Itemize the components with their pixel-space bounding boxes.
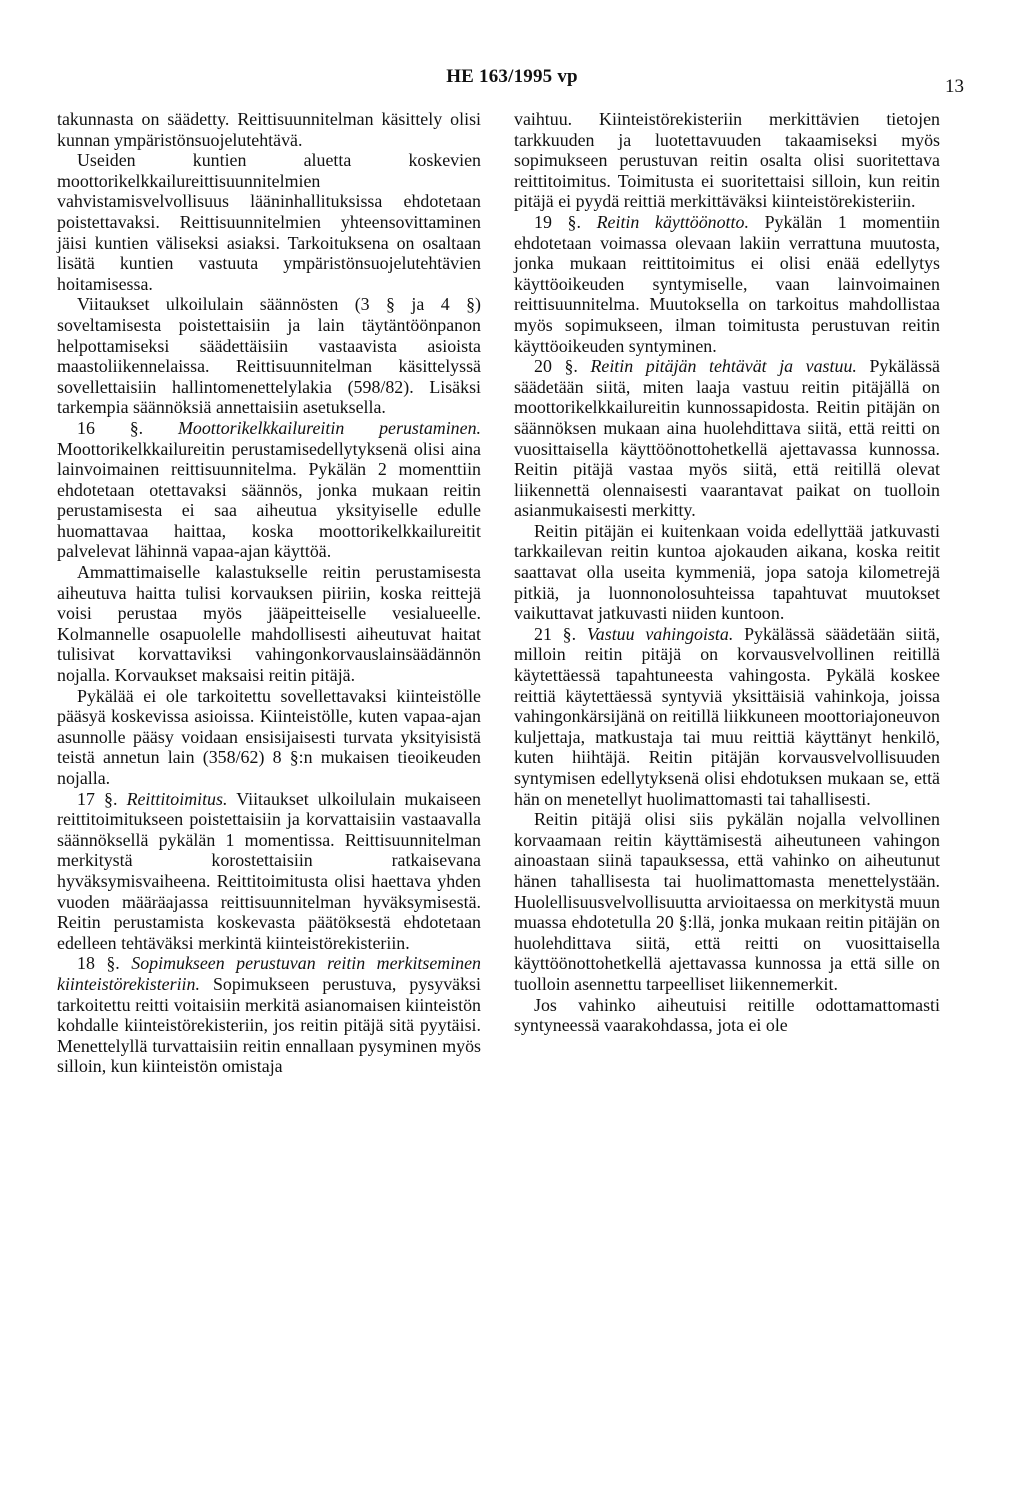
section-number: 18 §. [77,953,120,974]
section-title: Sopimukseen perustuvan reitin merkitseminen kiinteistörekisteriin. [57,953,482,994]
paragraph-text: Useiden kuntien aluetta koskevien moottorikelkkailureittisuunnitelmien vahvistamisvelvollisuus lääninhallituksissa ehdotetaan poistettavaksi. Reittisuunnitelmien yhteensovittaminen jäisi kuntien väliseksi asiaksi. Tarkoituksena on osaltaan lisätä kuntien vastuuta ympäristönsuojelutehtävien hoitamisessa. [57,150,481,294]
section-paragraph [57,789,481,954]
section-number: 16 §. [77,417,144,438]
paragraph [57,294,481,418]
section-paragraph [514,356,940,521]
page-number: 13 [945,76,964,97]
paragraph-text: Ammattimaiselle kalastukselle reitin perustamisesta aiheutuva haitta tulisi korvauksen piiriin, koska reittejä voisi perustaa myös jääpeitteiselle vesialueelle. Kolmannelle osapuolelle mahdollisesti aiheutuvat haitat tulisivat korvattaviksi vahingonkorvauslainsäädännön nojalla. Korvaukset maksaisi reitin pitäjä. [57,562,481,686]
section-paragraph [514,624,940,809]
paragraph-text: Jos vahinko aiheutuisi reitille odottamattomasti syntyneessä vaarakohdassa, jota ei ole [514,994,940,1036]
section-title: Vastuu vahingoista. [586,623,734,644]
paragraph-text: vaihtuu. Kiinteistörekisteriin merkittävien tietojen tarkkuuden ja luotettavuuden takaamiseksi myös sopimukseen perustuvan reitin osalta olisi suoritettava reittitoimitus. Toimitusta ei suoritettaisi silloin, kun reitin pitäjä ei pyydä reittiä merkittäväksi kiinteistörekisteriin. [514,109,940,212]
section-title: Reittitoimitus. [126,788,228,809]
paragraph [57,109,481,150]
document-header-title: HE 163/1995 vp [446,66,578,87]
paragraph-text: Reitin pitäjä olisi siis pykälän nojalla velvollinen korvaamaan reitin käyttämisestä aiheutuneen vahingon ainoastaan siinä tapauksessa, että vahinko on aiheutunut hänen tahallisesta tai huolimattomasta menettelystään. Huolellisuusvelvollisuutta arvioitaessa on merkitystä muun muassa ehdotetulla 20 §:llä, jonka mukaan reitin pitäjän on huolehdittava siitä, että reitti on vuosittaisella käyttöönottohetkellä ajettavassa kunnossa ja että sille on tuolloin asennettu tarpeelliset liikennemerkit. [514,809,940,994]
section-title: Reitin pitäjän tehtävät ja vastuu. [590,356,857,377]
paragraph-text: Moottorikelkkailureitin perustamisedellytyksenä olisi aina lainvoimainen reittisuunnitelma. Pykälän 2 momenttiin ehdotetaan otettavaksi säännös, jonka mukaan reitin perustamisesta ei saa aiheutua yksityiselle edulle huomattavaa haittaa, koska moottorikelkkailureitit palvelevat lähinnä vapaa-ajan käyttöä. [57,438,481,562]
section-number: 20 §. [534,356,578,377]
paragraph [514,809,940,994]
section-paragraph [514,212,940,356]
paragraph-text: Pykälän 1 momentiin ehdotetaan voimassa olevaan lakiin verrattuna muutosta, jonka mukaan reittitoimitus ei olisi enää edellytys käyttöoikeuden syntymiselle, vaan lainvoimainen reittisuunnitelma. Muutoksella on tarkoitus mahdollistaa myös sopimukseen, ilman toimitusta perustuvan reitin käyttöoikeuden syntyminen. [514,211,940,356]
section-title: Moottorikelkkailureitin perustaminen. [178,417,481,438]
paragraph-text: Sopimukseen perustuva, pysyväksi tarkoitettu reitti voitaisiin merkitä asianomaisen kiinteistön kohdalle kiinteistörekisteriin, jos reitin pitäjä sitä pyytäisi. Menettelyllä turvattaisiin reitin ennallaan pysyminen myös silloin, kun kiinteistön omistaja [57,973,481,1077]
paragraph-text: Reitin pitäjän ei kuitenkaan voida edellyttää jatkuvasti tarkkailevan reitin kuntoa ajokauden aikana, koska reitit saattavat olla useita kymmeniä, jopa satoja kilometrejä pitkiä, ja luonnonolosuhteissa tapahtuvat muutokset vaikuttavat jatkuvasti niiden kuntoon. [514,520,940,624]
right-column [514,109,940,1036]
paragraph-text: Pykälässä säädetään siitä, milloin reitin pitäjä on korvausvelvollinen reitillä käytettäessä tapahtuneesta vahingosta. Pykälä koskee reittiä käytettäessä syntyviä yksittäisiä vahinkoja, joissa vahingonkärsijänä on reitillä liikkuneen moottoriajoneuvon kuljettaja, matkustaja tai muu reittiä käyttänyt henkilö, kuten hiihtäjä. Reitin pitäjän korvausvelvollisuuden syntymisen edellytyksenä olisi ehdotuksen mukaan se, että hän on menetellyt huolimattomasti tai tahallisesti. [514,623,941,809]
paragraph [514,521,940,624]
paragraph-text: Pykälässä säädetään siitä, miten laaja vastuu reitin pitäjällä on moottorikelkkailureitin kunnossapidosta. Reitin pitäjän on säännöksen mukaan aina huolehdittava siitä, että reitti on vuosittaisella käyttöönottohetkellä ajettavassa kunnossa. Reitin pitäjä vastaa myös siitä, että reitillä olevat liikennettä olennaisesti vaarantavat paikat on tuolloin asianmukaisesti merkitty. [514,356,940,521]
section-paragraph [57,418,481,562]
section-number: 19 §. [534,211,581,232]
paragraph [57,562,481,686]
paragraph [57,686,481,789]
paragraph [57,150,481,294]
left-column [57,109,481,1077]
section-number: 21 §. [534,623,577,644]
paragraph [514,995,940,1036]
paragraph-text: takunnasta on säädetty. Reittisuunnitelman käsittely olisi kunnan ympäristönsuojelutehtävä. [57,109,481,150]
section-number: 17 §. [77,788,118,809]
paragraph-text: Pykälää ei ole tarkoitettu sovellettavaksi kiinteistölle pääsyä koskevissa asioissa. Kiinteistölle, kuten vapaa-ajan asunnolle pääsy voidaan ensisijaisesti turvata yksityisistä teistä annetun lain (358/62) 8 §:n mukaisen tieoikeuden nojalla. [57,685,481,788]
section-paragraph [57,953,481,1077]
paragraph-text: Viitaukset ulkoilulain mukaiseen reittitoimitukseen poistettaisiin ja korvattaisiin vastaavalla säännöksellä pykälän 1 momentissa. Reittisuunnitelman merkitystä korostettaisiin ratkaisevana hyväksymisvaiheena. Reittitoimitusta olisi haettava yhden vuoden määräajassa reittisuunnitelman hyväksymisestä. Reitin perustamista koskevasta päätöksestä ehdotetaan edelleen tehtäväksi merkintä kiinteistörekisteriin. [57,788,481,953]
paragraph-text: Viitaukset ulkoilulain säännösten (3 § ja 4 §) soveltamisesta poistettaisiin ja lain täytäntöönpanon helpottamiseksi säädettäisiin vastaavista asioista maastoliikennelaissa. Reittisuunnitelman käsittelyssä sovellettaisiin hallintomenettelylakia (598/82). Lisäksi tarkempia säännöksiä annettaisiin asetuksella. [57,294,481,418]
section-title: Reitin käyttöönotto. [596,211,749,232]
paragraph [514,109,940,212]
